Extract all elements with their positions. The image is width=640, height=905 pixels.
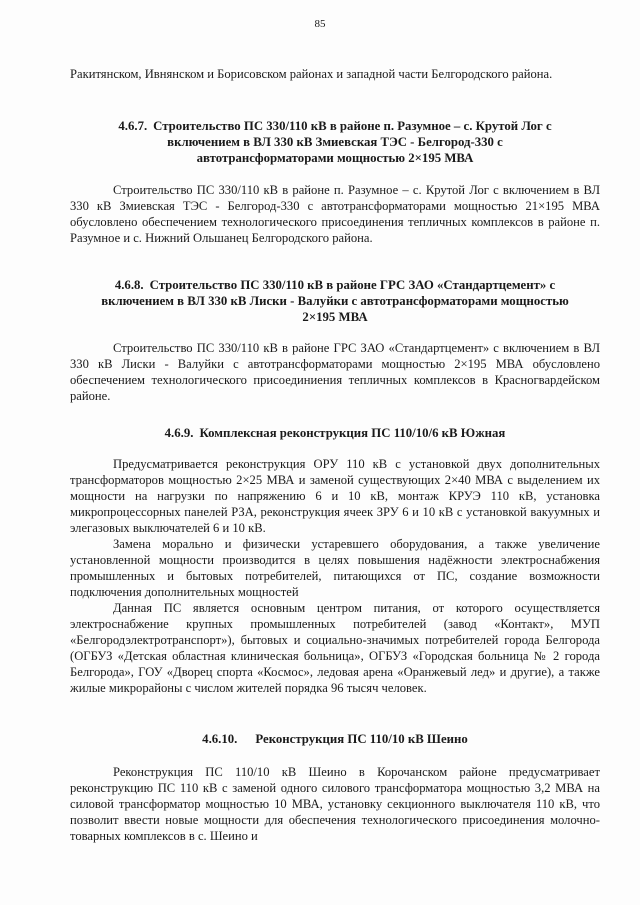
section-body-4-6-9 <box>70 456 600 696</box>
section-title: Строительство ПС 330/110 кВ в районе п. Разумное – с. Крутой Лог с включением в ВЛ 330 кВ Змиевская ТЭС - Белгород-330 с автотрансформаторами мощностью 2×195 МВА <box>153 119 552 165</box>
section-title: Комплексная реконструкция ПС 110/10/6 кВ Южная <box>199 426 506 440</box>
section-number: 4.6.8. <box>114 278 144 292</box>
section-number: 4.6.7. <box>118 119 148 133</box>
section-heading-4-6-10 <box>70 731 600 747</box>
paragraph: Реконструкция ПС 110/10 кВ Шеино в Корочанском районе предусматривает реконструкцию ПС 110 кВ с заменой одного силового трансформатора мощностью 3,2 МВА на силовой трансформатор мощностью 10 МВА, установку секционного выключателя 110 кВ, что позволит ввести новые мощности для обеспечения технологического присоединения молочно-товарных комплексов в с. Шеино и <box>70 765 600 843</box>
section-number: 4.6.10. <box>202 732 238 746</box>
intro-block <box>70 66 600 82</box>
section-title: Строительство ПС 330/110 кВ в районе ГРС ЗАО «Стандартцемент» с включением в ВЛ 330 кВ Лиски - Валуйки с автотрансформаторами мощностью 2×195 МВА <box>101 278 569 324</box>
paragraph: Замена морально и физически устаревшего оборудования, а также увеличение установленной мощности производится в целях повышения надёжности электроснабжения промышленных и бытовых потребителей, питающихся от ПС, создание возможности подключения дополнительных мощностей <box>70 537 600 599</box>
section-body-4-6-10 <box>70 764 600 844</box>
paragraph: Предусматривается реконструкция ОРУ 110 кВ с установкой двух дополнительных трансформаторов мощностью 2×25 МВА и заменой существующих 2×40 МВА с выделением их мощности на нагрузки по напряжению 6 и 10 кВ, монтаж КРУЭ 110 кВ, установка микропроцессорных панелей РЗА, реконструкция ячеек ЗРУ 6 и 10 кВ с установкой вакуумных и элегазовых выключателей 6 и 10 кВ. <box>70 457 600 535</box>
page-number: 85 <box>314 18 326 30</box>
intro-paragraph: Ракитянском, Ивнянском и Борисовском районах и западной части Белгородского района. <box>70 67 553 81</box>
paragraph: Данная ПС является основным центром питания, от которого осуществляется электроснабжение крупных промышленных потребителей (завод «Контакт», МУП «Белгородэлектротранспорт»), бытовых и социально-значимых потребителей города Белгорода (ОГБУЗ «Детская областная клиническая больница», ОГБУЗ «Городская больница № 2 города Белгорода», ГОУ «Дворец спорта «Космос», ледовая арена «Оранжевый лед» и другие), а также жилые микрорайоны с числом жителей порядка 96 тысяч человек. <box>70 601 600 695</box>
section-number: 4.6.9. <box>164 426 194 440</box>
paragraph: Строительство ПС 330/110 кВ в районе п. Разумное – с. Крутой Лог с включением в ВЛ 330 кВ Змиевская ТЭС - Белгород-330 с автотрансформаторами мощностью 21×195 МВА обусловлено обеспечением технологического присоединения тепличных комплексов в районе п. Разумное и с. Нижний Ольшанец Белгородского района. <box>70 183 600 245</box>
section-heading-4-6-8 <box>100 277 570 325</box>
section-heading-4-6-9 <box>70 425 600 441</box>
section-heading-4-6-7 <box>110 118 560 166</box>
section-body-4-6-7 <box>70 182 600 246</box>
section-body-4-6-8 <box>70 340 600 404</box>
paragraph: Строительство ПС 330/110 кВ в районе ГРС ЗАО «Стандартцемент» с включением в ВЛ 330 кВ Лиски - Валуйки с автотрансформаторами мощностью 2×195 МВА обусловлено обеспечением технологического присоединиения тепличных комплексов в Красногвардейском районе. <box>70 341 600 403</box>
section-title: Реконструкция ПС 110/10 кВ Шеино <box>255 732 468 746</box>
